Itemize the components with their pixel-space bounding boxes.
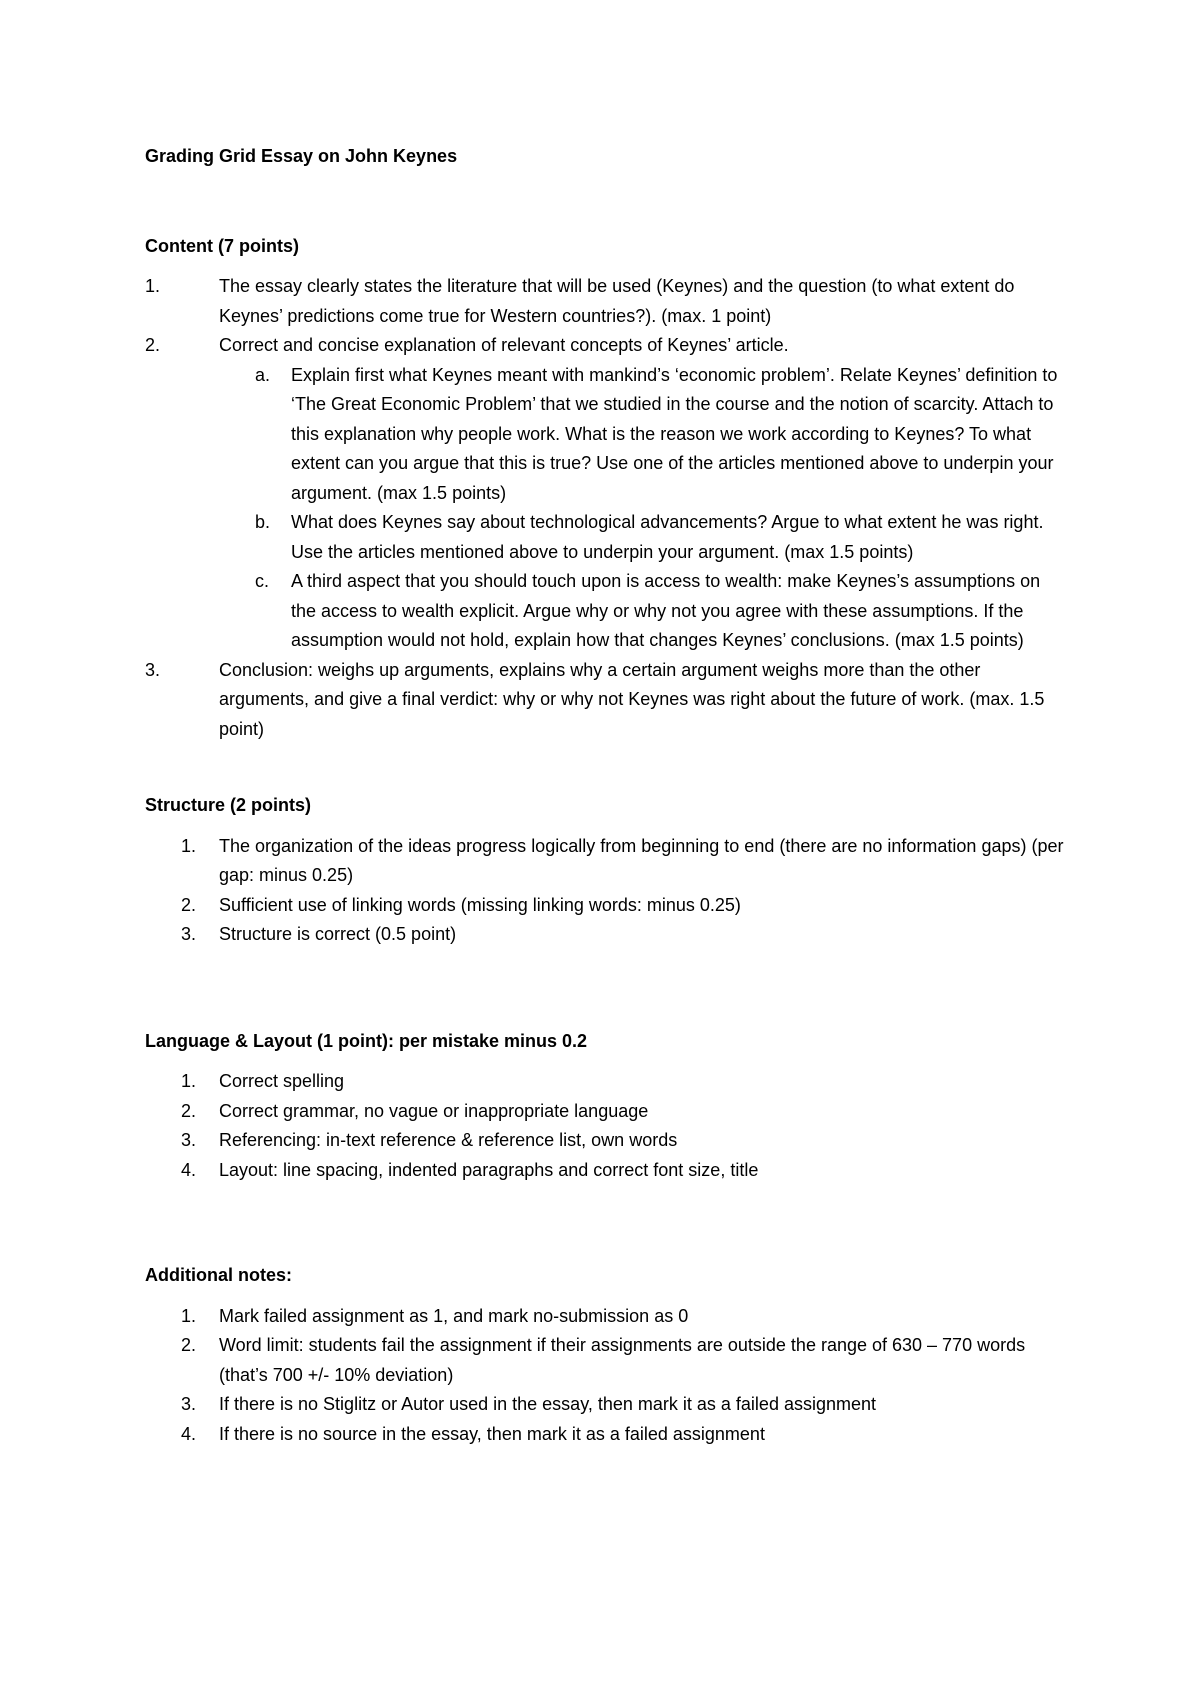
notes-item-2 xyxy=(145,1331,1065,1390)
language-item-number: 2. xyxy=(181,1100,197,1121)
content-item-1 xyxy=(145,272,1065,331)
content-sublist xyxy=(219,361,1065,656)
content-subitem-a xyxy=(219,361,1065,509)
document-body xyxy=(145,142,1065,1449)
structure-item-3 xyxy=(145,920,1065,950)
language-list xyxy=(145,1067,1065,1185)
language-heading: Language & Layout (1 point): per mistake minus 0.2 xyxy=(145,1030,588,1051)
notes-section xyxy=(145,1261,1065,1449)
language-item-text: Correct grammar, no vague or inappropriate language xyxy=(219,1100,649,1121)
content-subitem-letter: b. xyxy=(255,512,271,532)
notes-item-number: 1. xyxy=(181,1305,197,1326)
structure-item-text: Structure is correct (0.5 point) xyxy=(219,924,457,944)
structure-item-number: 3. xyxy=(181,924,197,944)
structure-section xyxy=(145,791,1065,950)
structure-item-1 xyxy=(145,832,1065,891)
content-item-number: 2. xyxy=(145,335,161,355)
notes-list xyxy=(145,1302,1065,1450)
language-item-number: 3. xyxy=(181,1130,197,1150)
language-item-text: Correct spelling xyxy=(219,1071,345,1091)
language-item-text: Referencing: in-text reference & reference list, own words xyxy=(219,1130,678,1150)
notes-item-number: 2. xyxy=(181,1335,197,1355)
content-subitem-b xyxy=(219,508,1065,567)
structure-item-2 xyxy=(145,891,1065,921)
content-item-text: The essay clearly states the literature that will be used (Keynes) and the question (to what extent do Keynes’ predictions come true for Western countries?). (max. 1 point) xyxy=(219,276,1015,326)
structure-heading: Structure (2 points) xyxy=(145,795,312,815)
content-subitem-text: A third aspect that you should touch upon is access to wealth: make Keynes’s assumptions on the access to wealth explicit. Argue why or why not you agree with these assumptions. If the assumption would not hold, explain how that changes Keynes’ conclusions. (max 1.5 points) xyxy=(291,571,1041,650)
notes-item-text: If there is no source in the essay, then mark it as a failed assignment xyxy=(219,1423,765,1444)
notes-item-text: Word limit: students fail the assignment if their assignments are outside the range of 630 – 770 words (that’s 700 +/- 10% deviation) xyxy=(219,1335,1026,1385)
content-section xyxy=(145,232,1065,745)
notes-item-1 xyxy=(145,1302,1065,1332)
language-item-text: Layout: line spacing, indented paragraphs and correct font size, title xyxy=(219,1159,759,1180)
content-heading: Content (7 points) xyxy=(145,235,299,256)
content-subitem-letter: a. xyxy=(255,364,271,385)
content-list xyxy=(145,272,1065,744)
structure-list xyxy=(145,832,1065,950)
language-section xyxy=(145,1027,1065,1186)
content-item-2 xyxy=(145,331,1065,656)
content-item-text: Conclusion: weighs up arguments, explains why a certain argument weighs more than the other arguments, and give a final verdict: why or why not Keynes was right about the future of work. (max. 1.5 point) xyxy=(219,659,1045,739)
language-item-4 xyxy=(145,1156,1065,1186)
language-item-1 xyxy=(145,1067,1065,1097)
content-item-text: Correct and concise explanation of relevant concepts of Keynes’ article. xyxy=(219,335,789,355)
structure-item-text: Sufficient use of linking words (missing linking words: minus 0.25) xyxy=(219,894,741,915)
content-subitem-text: Explain first what Keynes meant with mankind’s ‘economic problem’. Relate Keynes’ definition to ‘The Great Economic Problem’ that we studied in the course and the notion of scarcity. Attach to this explanation why people work. What is the reason we work according to Keynes? To what extent can you argue that this is true? Use one of the articles mentioned above to underpin your argument. (max 1.5 points) xyxy=(291,364,1058,503)
notes-item-text: Mark failed assignment as 1, and mark no-submission as 0 xyxy=(219,1305,689,1326)
content-subitem-text: What does Keynes say about technological advancements? Argue to what extent he was right. Use the articles mentioned above to underpin your argument. (max 1.5 points) xyxy=(291,512,1044,562)
content-subitem-letter: c. xyxy=(255,571,270,591)
structure-item-text: The organization of the ideas progress logically from beginning to end (there are no information gaps) (per gap: minus 0.25) xyxy=(219,835,1064,885)
content-item-number: 3. xyxy=(145,659,161,680)
content-item-number: 1. xyxy=(145,276,161,296)
notes-item-number: 4. xyxy=(181,1423,197,1444)
document-title: Grading Grid Essay on John Keynes xyxy=(145,146,458,166)
notes-item-4 xyxy=(145,1420,1065,1450)
notes-item-text: If there is no Stiglitz or Autor used in the essay, then mark it as a failed assignment xyxy=(219,1394,876,1414)
notes-heading: Additional notes: xyxy=(145,1265,292,1285)
notes-item-3 xyxy=(145,1390,1065,1420)
structure-item-number: 1. xyxy=(181,835,197,856)
language-item-number: 1. xyxy=(181,1071,197,1091)
language-item-3 xyxy=(145,1126,1065,1156)
structure-item-number: 2. xyxy=(181,894,197,915)
language-item-number: 4. xyxy=(181,1159,197,1180)
content-subitem-c xyxy=(219,567,1065,656)
content-item-3 xyxy=(145,656,1065,745)
notes-item-number: 3. xyxy=(181,1394,197,1414)
language-item-2 xyxy=(145,1097,1065,1127)
